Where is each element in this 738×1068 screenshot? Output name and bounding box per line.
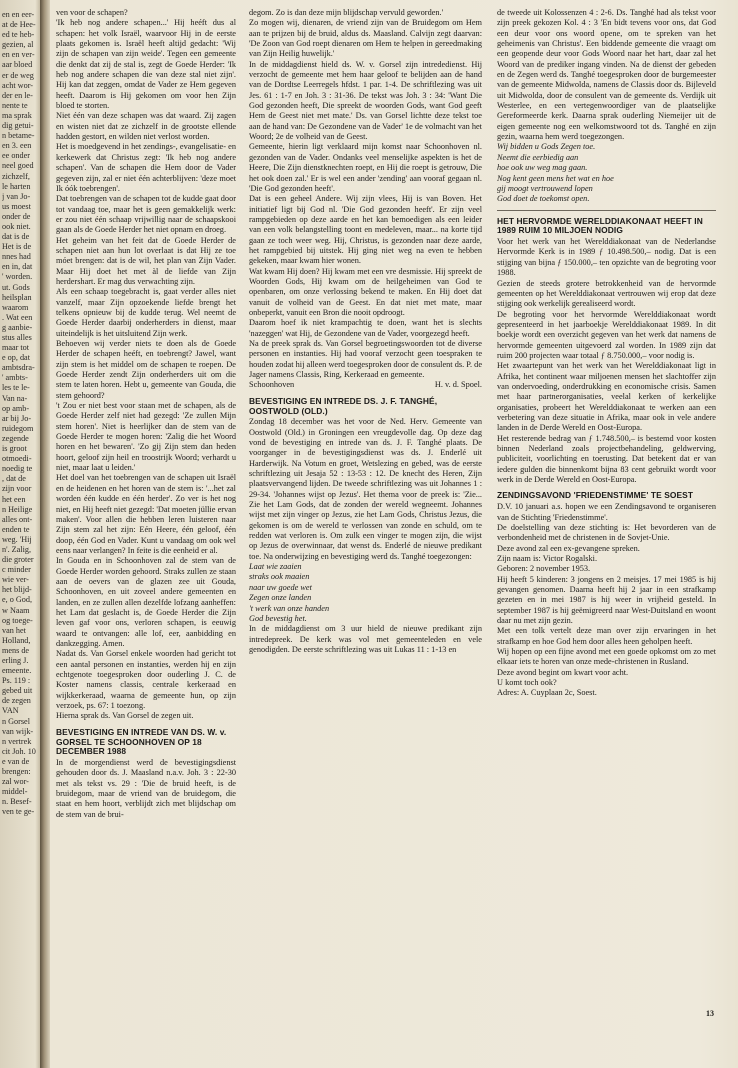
paragraph: In Gouda en in Schoonhoven zal de stem van de Goede Herder worden gehoord. Straks zullen ze staan aan de oevers van de glazen zee uit Gouda, Schoonhoven, en uit zoveel andere gemeenten en landen, en ze zullen allen dezelfde lofzang aanheffen: het Lam dat geslacht is, de Goede Herder die Zijn leven gaf voor ons, verloren schapen, is eeuwig waard te ontvangen: alle lof, eer, aanbidding en dankzegging. Amen. — [56, 556, 236, 648]
strip-line: e van de — [2, 756, 30, 766]
strip-line: n Gorsel — [2, 716, 30, 726]
strip-line: het een — [2, 494, 26, 504]
strip-line: , dat de — [2, 474, 26, 484]
paragraph: In de middagdienst hield ds. W. v. Gorsel zijn intrededienst. Hij verzocht de gemeente met hem haar geloof te belijden aan de hand van de Dordtse Leerregels hfdst. 1 par. 1-4. De schriftlezing was uit Jes. 61 : 1-7 en Joh. 3 : 31-36. De tekst was Joh. 3 : 34: 'Want Die God gezonden heeft, Die spreekt de woorden Gods, want God geeft Hem de Geest niet met mate.' Ds. van Gorsel lichtte deze tekst toe aan de hand van: De Gezondene van de Vader' 1e de volmacht van het Woord; 2e de volheid van de Geest. — [249, 59, 482, 142]
strip-line: maar tot — [2, 343, 30, 353]
strip-line: gezien, al — [2, 40, 34, 50]
paragraph: Behoeven wij verder niets te doen als de Goede Herder de schapen heéft, en toebrengt? Jawel, want zijn stem is het middel om de schapen te roepen. De Goede Herder zendt Zijn onderherders uit om die stem te laten horen. Hebt u, gemeente van Gouda, die stem gehoord? — [56, 339, 236, 400]
van-gorsel-intro: In de morgendienst werd de bevestigingsdienst gehouden door ds. J. Maasland n.a.v. Joh. 3 : 22-30 met als tekst vs. 29 : 'Die de bruid heeft, is de bruidegom, maar de vriend van de bruidegom, die staat en hem hoort, verblijdt zich met blijdschap om de stem van de brui- — [56, 758, 236, 819]
strip-line: n'. Zalig, — [2, 544, 31, 554]
heading-werelddiakonaat: HET HERVORMDE WERELDDIAKONAAT HEEFT IN 1989 RUIM 10 MILJOEN NODIG — [497, 215, 703, 236]
strip-line: c minder — [2, 565, 31, 575]
paragraph: Deze avond zal een ex-gevangene spreken. — [497, 543, 640, 553]
poem-line: Laat wie zaaien — [249, 562, 302, 572]
strip-line: er de weg — [2, 70, 34, 80]
paragraph: Zondag 18 december was het voor de Ned. Herv. Gemeente van Oostwold (Old.) in Groningen een vreugdevolle dag. Op deze dag vond de bevestiging en intrede van ds. J. F. Tanghé plaats. De voorganger in de bevestigingsdienst was ds. J. Enderlé uit Harderwijk. Na Votum en groet, Wetslezing en gebed, was de eerste schriftlezing uit Jesaja 52 : 13-53 : 12. De knecht des Heren, Zijn plaatsvervangend lijden. De tweede schriftlezing was uit Johannes 1 : 29-34. 'Johannes wijst op Jezus'. Het thema voor de preek is: 'Zie... Zie het Lam Gods, dat de zonden der wereld wegneemt. Johannes wijst met zijn vinger op Jezus, zie het Lam Gods, Christus Jezus, die gekomen is om de wereld te verlossen van zonde en schuld, om te redden wat verloren is. Om zulk een vinger te mogen zijn, die wijst op Jezus de overwinnaar, dat wenst ds. Enderlé de nieuwe predikant toe. Na onderwijzing en bevestiging werd ds. Tanghé toegezongen: — [249, 417, 482, 561]
paragraph: Als een schaap toegebracht is, gaat verder alles niet vanzelf, maar Zijn opzoekende liefde brengt het telkens opnieuw bij de kudde terug. Wel neemt de Goede Herder daarbij onderherders in dienst, maar uiteindelijk is het uitsluitend Zijn werk. — [56, 287, 236, 338]
strip-line: en en ver- — [2, 50, 35, 60]
strip-line: die groter — [2, 555, 34, 565]
strip-line: der en le- — [2, 90, 33, 100]
strip-line: en 3. een — [2, 141, 32, 151]
paragraph: Geboren: 2 november 1953. — [497, 564, 591, 574]
poem-line: Neemt die eerbiedig aan — [497, 152, 579, 162]
paragraph: Gezien de steeds grotere betrokkenheid van de hervormde gemeenten op het Werelddiakonaat vertrouwen wij erop dat deze stijging ook werkelijk gerealiseerd wordt. — [497, 278, 716, 309]
paragraph: Daarom hoef ik niet krampachtig te doen, want het is slechts 'nazeggen' wat Hij, de Gezondene van de Vader, voorgezegd heeft. — [249, 318, 482, 338]
poem-line: hoe ook uw weg mag gaan. — [497, 163, 588, 173]
paragraph: Dat toebrengen van de schapen tot de kudde gaat door tot vandaag toe, maar het is geen gemakkelijk werk: er zou niet één schaap vrijwillig naar de schaapskooi gaan als de Goede Herder het niet opnam en droeg. — [56, 194, 236, 235]
strip-line: VAN — [2, 706, 19, 716]
strip-line: le harten — [2, 181, 31, 191]
heading-tanghe: BEVESTIGING EN INTREDE DS. J. F. TANGHÉ, OOSTWOLD (OLD.) — [249, 395, 438, 416]
strip-line: mens de — [2, 645, 30, 655]
poem-line: Nog kent geen mens het wat en hoe — [497, 173, 614, 183]
strip-line: ma sprak — [2, 110, 32, 120]
poem-line: God bevestig het. — [249, 613, 307, 623]
strip-line: ook niet. — [2, 221, 31, 231]
strip-line: dat is de — [2, 232, 30, 242]
column-2-body — [249, 8, 482, 380]
page-fold — [40, 0, 50, 1068]
strip-line: j van Jo- — [2, 191, 31, 201]
paragraph: Wat kwam Hij doen? Hij kwam met een vre desmissie. Hij spreekt de Woorden Gods, Hij kwam om de heilgeheimen van God te openbaren, om onze verlossing bekend te maken. En Hij doet dat vanuit de volheid van de Geest. En dat niet met mate, maar onbeperkt, vanuit een Bron die nooit opdroogt. — [249, 266, 482, 317]
paragraph: Zijn naam is: Victor Rogalski. — [497, 553, 598, 563]
strip-line: onder de — [2, 211, 31, 221]
paragraph: Hierna sprak ds. Van Gorsel de zegen uit. — [56, 711, 194, 721]
strip-line: op amb- — [2, 403, 30, 413]
paragraph: U komt toch ook? — [497, 678, 557, 688]
strip-line: wie ver- — [2, 575, 29, 585]
strip-line: at de Hee- — [2, 20, 36, 30]
werelddiakonaat-body — [497, 237, 716, 485]
paragraph: degom. Zo is dan deze mijn blijdschap vervuld geworden.' — [249, 8, 444, 17]
strip-line: g aanbie- — [2, 322, 33, 332]
poem-line: 't werk van onze handen — [249, 603, 330, 613]
paragraph: Het geheim van het feit dat de Goede Herder de schapen niet aan hun lot overlaat is dat Hij ze toe móet brengen: dat is de wil, het plan van Zijn Vader. Maar Hij doet het met àl de liefde van Zijn herdershart. Er mag dus verwachting zijn. — [56, 235, 236, 286]
strip-line: e op, dat — [2, 353, 30, 363]
strip-line: brengen: — [2, 767, 31, 777]
strip-line: cit Joh. 10 — [2, 746, 36, 756]
paragraph: Deze avond begint om kwart voor acht. — [497, 667, 629, 677]
paragraph: Na de preek sprak ds. Van Gorsel begroetingswoorden tot de diverse personen en instanties. Hij had vooraf verzocht geen toespraken te houden zodat hij alleen werd toegesproken door de consulent ds. P. de Jager namens Classis, Ring, Kerkeraad en gemeente. — [249, 339, 482, 380]
strip-line: zegende — [2, 433, 29, 443]
strip-line: acht wor- — [2, 80, 33, 90]
paragraph: De doelstelling van deze stichting is: Het bevorderen van de verbondenheid met de christenen in de Sovjet-Unie. — [497, 522, 716, 543]
paragraph: 't Zou er niet best voor staan met de schapen, als de Goede Herder zelf niet had gezegd: 'Ze zullen Mijn stem horen'. Niet is heerlijker dan de stem van de Goede Herder te mogen horen: 'Zalig die het Woord horen en het bewaren'. 'Zo gij Zijn stem dan heden hoort, geloof zijn heil en troostrijk Woord; verhardt u niet, maar laat u leiden.' — [56, 401, 236, 473]
strip-line: ambtsdra- — [2, 363, 35, 373]
strip-line: w Naam — [2, 605, 30, 615]
strip-line: . Wat een — [2, 312, 33, 322]
column-1 — [56, 8, 236, 1058]
strip-line: middel- — [2, 787, 28, 797]
paragraph: Voor het werk van het Werelddiakonaat van de Nederlandse Hervormde Kerk is in 1989 ƒ 10.498.500,– nodig. Dat is een stijging van bijna ƒ 150.000,– ten opzichte van de begroting voor 1988. — [497, 237, 716, 278]
strip-line: ar bij Jo- — [2, 413, 32, 423]
signature-name: H. v. d. Spoel. — [434, 380, 482, 390]
poem-line: Wij bidden u Gods Zegen toe. — [497, 142, 596, 152]
strip-line: Ps. 119 : — [2, 676, 31, 686]
strip-line: ' worden. — [2, 272, 33, 282]
paragraph: De begroting voor het hervormde Werelddiakonaat wordt gepresenteerd in het jaarboekje Werelddiakonaat 1989. In dit boekje wordt een overzicht gegeven van het werk dat namens de hervormde gemeenten uitgevoerd zal worden. In 1989 zijn dat ruim 200 projecten waar totaal ƒ 8.750.000,– voor nodig is. — [497, 309, 716, 360]
strip-line: van het — [2, 625, 26, 635]
paragraph: Nadat ds. Van Gorsel enkele woorden had gericht tot een aantal personen en instanties, werden hij en zijn echtgenote toegesproken door ouderling J. C. de Koster namens classis, centrale kerkeraad en wijkkerkeraad, waarna de gemeente hun, op zijn verzoek, ps. 67: 1 toezong. — [56, 649, 236, 711]
strip-line: n betame- — [2, 131, 35, 141]
strip-line: van wijk- — [2, 726, 34, 736]
strip-line: enden te — [2, 524, 30, 534]
strip-line: dig getui- — [2, 121, 34, 131]
poem-line: God doet de toekomst open. — [497, 194, 590, 204]
strip-line: nente te — [2, 100, 28, 110]
section-divider — [497, 210, 716, 211]
strip-line: heilsplan — [2, 292, 32, 302]
strip-line: n. Besef- — [2, 797, 32, 807]
column-1-body — [56, 8, 236, 722]
paragraph: Hij heeft 5 kinderen: 3 jongens en 2 meisjes. 17 mei 1985 is hij gevangen genomen. Daarna heeft hij 2 jaar in een strafkamp gezeten en in mei 1987 is hij weer in vrijheid gesteld. In september 1987 is hij geëmigreerd naar West-Duitsland en woont daar nu met zijn gezin. — [497, 574, 716, 625]
tanghe-poem — [249, 562, 482, 624]
strip-line: ee onder — [2, 151, 30, 161]
strip-line: e, o God, — [2, 595, 33, 605]
paragraph: Dat is een geheel Andere. Wij zijn vlees, Hij is van Boven. Het initiatief ligt bij God nl. 'Die God gezonden heeft'. Er zijn veel rampgebieden op deze aarde en het kan bemoedigen als een leider van een volk belangstelling toont en medeleven, maar... na korte tijd gaan ze toch weer weg. Hij, Christus, is gezonden naar deze aarde, het rampgebied bij uitstek. Hij ging niet weg na even te hebben gekeken, maar kwam hier wonen. — [249, 194, 482, 266]
paragraph: D.V. 10 januari a.s. hopen we een Zendingsavond te organiseren van de Stichting 'Friedenstimme'. — [497, 502, 716, 522]
paragraph: Het resterende bedrag van ƒ 1.748.500,– is bestemd voor kosten binnen Nederland zoals projectbehandeling, geldwerving, publiciteit, voorlichting en toerusting. Dat betekent dat er van iedere gulden die binnenkomt bijna 83 cent gebruikt wordt voor werk in de Derde Wereld en Oost-Europa. — [497, 433, 716, 485]
paragraph: Gemeente, hierin ligt verklaard mijn komst naar Schoonhoven nl. gezonden van de Vader. Ondanks veel menselijke aspekten is het de Heere, Die Zijn dienstknechten roept, en Hij die roept is getrouw, Die het ook doen zal.' Er is wel een ander 'zending' aan vooraf gegaan nl. 'Die God gezonden heeft'. — [249, 142, 482, 193]
strip-line: stus alles — [2, 333, 32, 342]
strip-line: ut. Gods — [2, 282, 30, 292]
strip-line: og toege- — [2, 615, 33, 625]
strip-line: ed te heb- — [2, 30, 35, 40]
strip-line: neel goed — [2, 161, 34, 171]
strip-line: het blijd- — [2, 585, 32, 595]
strip-line: alles ont- — [2, 514, 33, 524]
paragraph: Zo mogen wij, dienaren, de vriend zijn van de Bruidegom om Hem aan te prijzen bij de bruid, aldus ds. Maasland. Calvijn zegt daarvan: 'De Zoon van God roept dienaren om Hem te helpen in gereedmaking van Zijn Heilig huwelijk.' — [249, 18, 482, 59]
poem-line: Zegen onze landen — [249, 593, 312, 603]
strip-line: ven te ge- — [2, 807, 35, 817]
strip-line: Het is de — [2, 242, 32, 252]
strip-line: nnes had — [2, 252, 31, 262]
friedenstimme-body — [497, 502, 716, 699]
previous-page-edge — [0, 0, 44, 1068]
strip-line: zichzelf, — [2, 171, 30, 181]
strip-line: erling J. — [2, 656, 29, 665]
paragraph: Adres: A. Cuyplaan 2c, Soest. — [497, 688, 597, 698]
strip-line: Van na- — [2, 393, 28, 403]
strip-line: noedig te — [2, 464, 33, 474]
strip-line: ' ambts- — [2, 373, 28, 383]
previous-page-text — [2, 10, 42, 818]
paragraph: Het zwaartepunt van het werk van het Werelddiakonaat ligt in Afrika, het continent waar miljoenen mensen het slachtoffer zijn van ondervoeding, onderdrukking en economische crisis. Samen met haar partnerorganisaties, veelal kerken of kerkelijke organisaties, probeert het Werelddiakonaat te werken aan een verbetering van deze situatie in Afrika, maar ook in vele andere landen in de Derde Wereld en Oost-Europa. — [497, 361, 716, 433]
heading-friedenstimme: ZENDINGSAVOND 'FRIEDENSTIMME' TE SOEST — [497, 490, 694, 501]
strip-line: weg. 'Hij — [2, 534, 32, 544]
strip-line: us moest — [2, 201, 31, 211]
column-3 — [497, 8, 716, 1058]
column-2 — [249, 8, 482, 1058]
paragraph: 'Ik heb nog andere schapen...' Hij heéft dus al schapen: het volk Israël, waarvoor Hij in de eerste plaats gekomen is. Israël heeft altijd gedacht: 'Wij zijn de schapen van zijn weide'. Tegen een gemeente die denkt dat zij de stal is, zegt de Goede Herder: 'Ik heb nog andere schapen die van deze stal niet zijn'. Hij kan dat zeggen, omdat de Vader ze Hem gegeven heeft. Daarom is Hij gekomen om voor hen Zijn bloed te storten. — [56, 18, 236, 111]
poem-line: naar uw goede wet — [249, 582, 312, 592]
strip-line: Holland, — [2, 635, 31, 645]
strip-line: en en eer- — [2, 10, 35, 19]
tanghe-continued: de tweede uit Kolossenzen 4 : 2-6. Ds. Tanghé had als tekst voor zijn preek gekozen Kol. 4 : 3 'En bidt tevens voor ons, dat God een deur voor ons woord opene, om te spreken van het geheimenis van Christus'. Een biddende gemeente die vraagt om een geopende deur voor Gods Woord naar het hart, daar zal het Woord van de prediker ingang vinden. Na de dienst der gebeden en de Zegen werd ds. Tanghé toegesproken door de burgemeester van de gemeente Midwolda, namens de Classis door ds. Bijleveld uit Midwolda, door de consulent van de gemeente ds. Verdijk uit Westerlee, en een vertegenwoordiger van de plaatselijke Gereformeerde kerk. Daarna sprak ouderling Niemeijer uit de eigen gemeente nog een welkomstwoord tot ds. Tanghé en zijn gezin, waarna hem werd toegezongen. — [497, 8, 716, 142]
strip-line: en in, dat — [2, 262, 33, 272]
paragraph: Niet één van deze schapen was dat waard. Zij zagen en wisten niet dat ze zichzelf in de grootste ellende hadden gestort, en wilden niet verlost worden. — [56, 111, 236, 142]
strip-line: waarom — [2, 302, 29, 312]
strip-line: gebed uit — [2, 686, 33, 696]
strip-line: les te le- — [2, 383, 30, 393]
paragraph: ven voor de schapen? — [56, 8, 128, 17]
heading-van-gorsel: BEVESTIGING EN INTREDE VAN DS. W. v. GORSEL TE SCHOONHOVEN OP 18 DECEMBER 1988 — [56, 726, 227, 757]
poem-line: gij moogt vertrouwend lopen — [497, 183, 593, 193]
strip-line: de zegen — [2, 696, 31, 706]
tanghe-closing: In de middagdienst om 3 uur hield de nieuwe predikant zijn intredepreek. De kerk was vol met gemeenteleden en vele genodigden. De eerste schriftlezing was uit Lukas 11 : 1-13 en — [249, 624, 482, 654]
strip-line: emeente. — [2, 666, 32, 676]
signature-line — [249, 380, 482, 390]
page-number: 13 — [706, 1009, 714, 1018]
signature-place: Schoonhoven — [249, 380, 295, 390]
paragraph: Wij hopen op een fijne avond met een goede opkomst om zo met elkaar iets te horen van onze mede-christenen in Rusland. — [497, 646, 716, 667]
paragraph: Het is moedgevend in het zendings-, evangelisatie- en kerkewerk dat Christus zegt: 'Ik heb nog andere schapen'. Van de schapen die Hem door de Vader gegeven zijn, zal er niet één achterblijven: 'deze moet Ik óók toebrengen'. — [56, 142, 236, 193]
strip-line: ruidegom — [2, 423, 34, 433]
strip-line: is groot — [2, 444, 27, 454]
strip-line: otmoedi- — [2, 454, 32, 464]
strip-line: n Heilige — [2, 504, 33, 514]
paragraph: Het doel van het toebrengen van de schapen uit Israël en de heidenen en het horen van de stem is: '...het zal worden één kudde en één herder'. Zo ver is het nog niet, en Hij heeft niet gezegd: 'Dat moeten jüllie ervan maken'. Voor allen die hebben leren luisteren naar Zijn stem zal het zijn: Eén Heere, één geloof, één doop, één God en Vader. Kunt u vandaag om ook wel eens naar verlangen? In feite is die eenheid er al. — [56, 473, 236, 555]
strip-line: zijn voor — [2, 484, 32, 494]
poem-line: straks ook maaien — [249, 572, 310, 582]
blessing-poem — [497, 142, 716, 204]
strip-line: aar bloed — [2, 60, 33, 70]
paragraph: Met een tolk vertelt deze man over zijn ervaringen in het strafkamp en hoe God hem door alles heen geholpen heeft. — [497, 626, 716, 646]
strip-line: n vertrek — [2, 736, 32, 746]
tanghe-body — [249, 417, 482, 562]
strip-line: zal wor- — [2, 777, 29, 787]
